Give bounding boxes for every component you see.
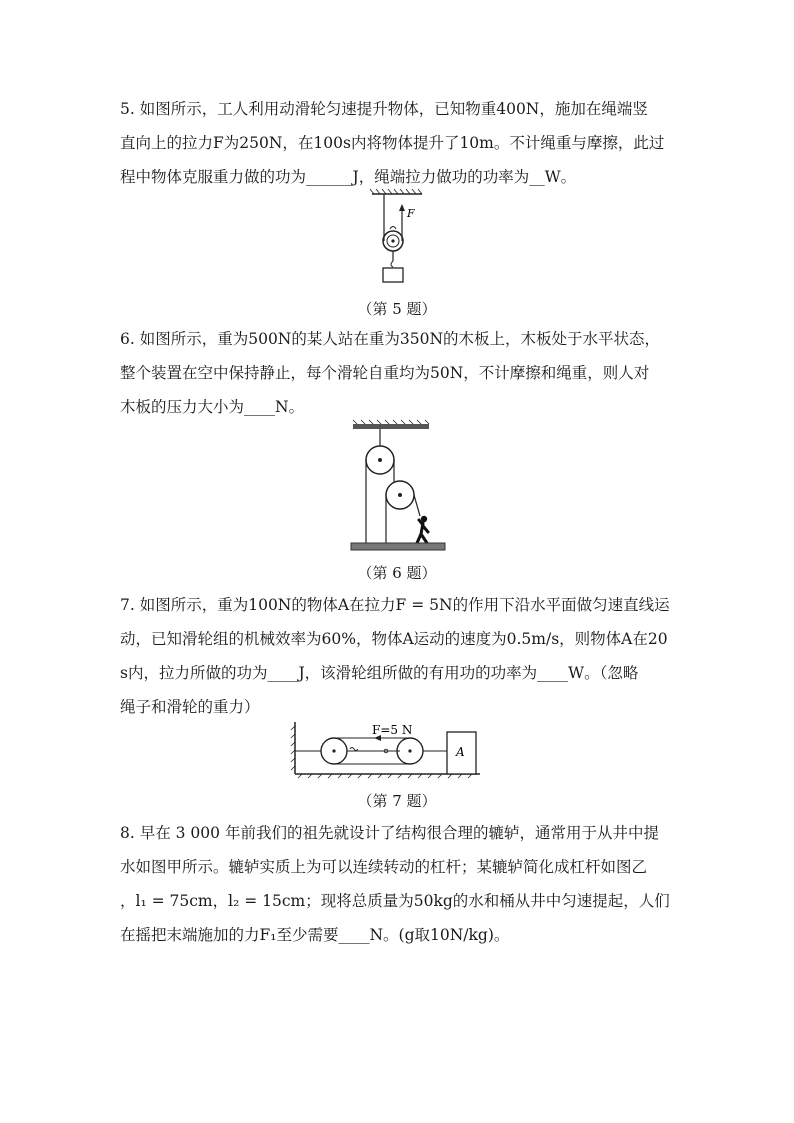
question-8-line-3: ，l₁ = 75cm，l₂ = 15cm；现将总质量为50kg的水和桶从井中匀速提起，人们 [120, 892, 670, 910]
figure-7-horizontal-pulley [290, 718, 490, 782]
question-6-line-2: 整个装置在空中保持静止，每个滑轮自重均为50N，不计摩擦和绳重，则人对 [120, 364, 650, 382]
force-label-F-5N: F=5 N [372, 723, 413, 737]
figure-5-movable-pulley [360, 188, 440, 288]
figure-7-caption: （第 7 题） [357, 792, 437, 810]
question-7-line-1: 7. 如图所示，重为100N的物体A在拉力F = 5N的作用下沿水平面做匀速直线运 [120, 596, 670, 614]
question-5 [120, 92, 680, 194]
question-6-line-3: 木板的压力大小为____N。 [120, 398, 305, 416]
figure-6-caption: （第 6 题） [357, 564, 437, 582]
question-7-line-3: s内，拉力所做的功为____J，该滑轮组所做的有用功的功率为____W。（忽略 [120, 664, 639, 682]
figure-6-pulley-system [345, 420, 455, 555]
question-8-line-4: 在摇把末端施加的力F₁至少需要____N。(g取10N/kg)。 [120, 926, 510, 944]
question-6 [120, 322, 680, 424]
question-5-line-2: 直向上的拉力F为250N，在100s内将物体提升了10m。不计绳重与摩擦，此过 [120, 134, 665, 152]
question-7-line-4: 绳子和滑轮的重力） [120, 698, 260, 716]
force-label-F: F [407, 207, 415, 220]
block-label-A: A [456, 745, 465, 759]
question-8-line-2: 水如图甲所示。辘轳实质上为可以连续转动的杠杆；某辘轳简化成杠杆如图乙 [120, 858, 648, 876]
question-6-line-1: 6. 如图所示，重为500N的某人站在重为350N的木板上，木板处于水平状态， [120, 330, 661, 348]
figure-5-caption: （第 5 题） [357, 300, 437, 318]
question-5-line-1: 5. 如图所示，工人利用动滑轮匀速提升物体，已知物重400N，施加在绳端竖 [120, 100, 648, 118]
question-7-line-2: 动，已知滑轮组的机械效率为60%，物体A运动的速度为0.5m/s，则物体A在20 [120, 630, 668, 648]
question-5-line-3: 程中物体克服重力做的功为______J，绳端拉力做功的功率为__W。 [120, 168, 577, 186]
question-8 [120, 816, 680, 952]
question-7 [120, 588, 680, 724]
question-8-line-1: 8. 早在 3 000 年前我们的祖先就设计了结构很合理的辘轳，通常用于从井中提 [120, 824, 659, 842]
